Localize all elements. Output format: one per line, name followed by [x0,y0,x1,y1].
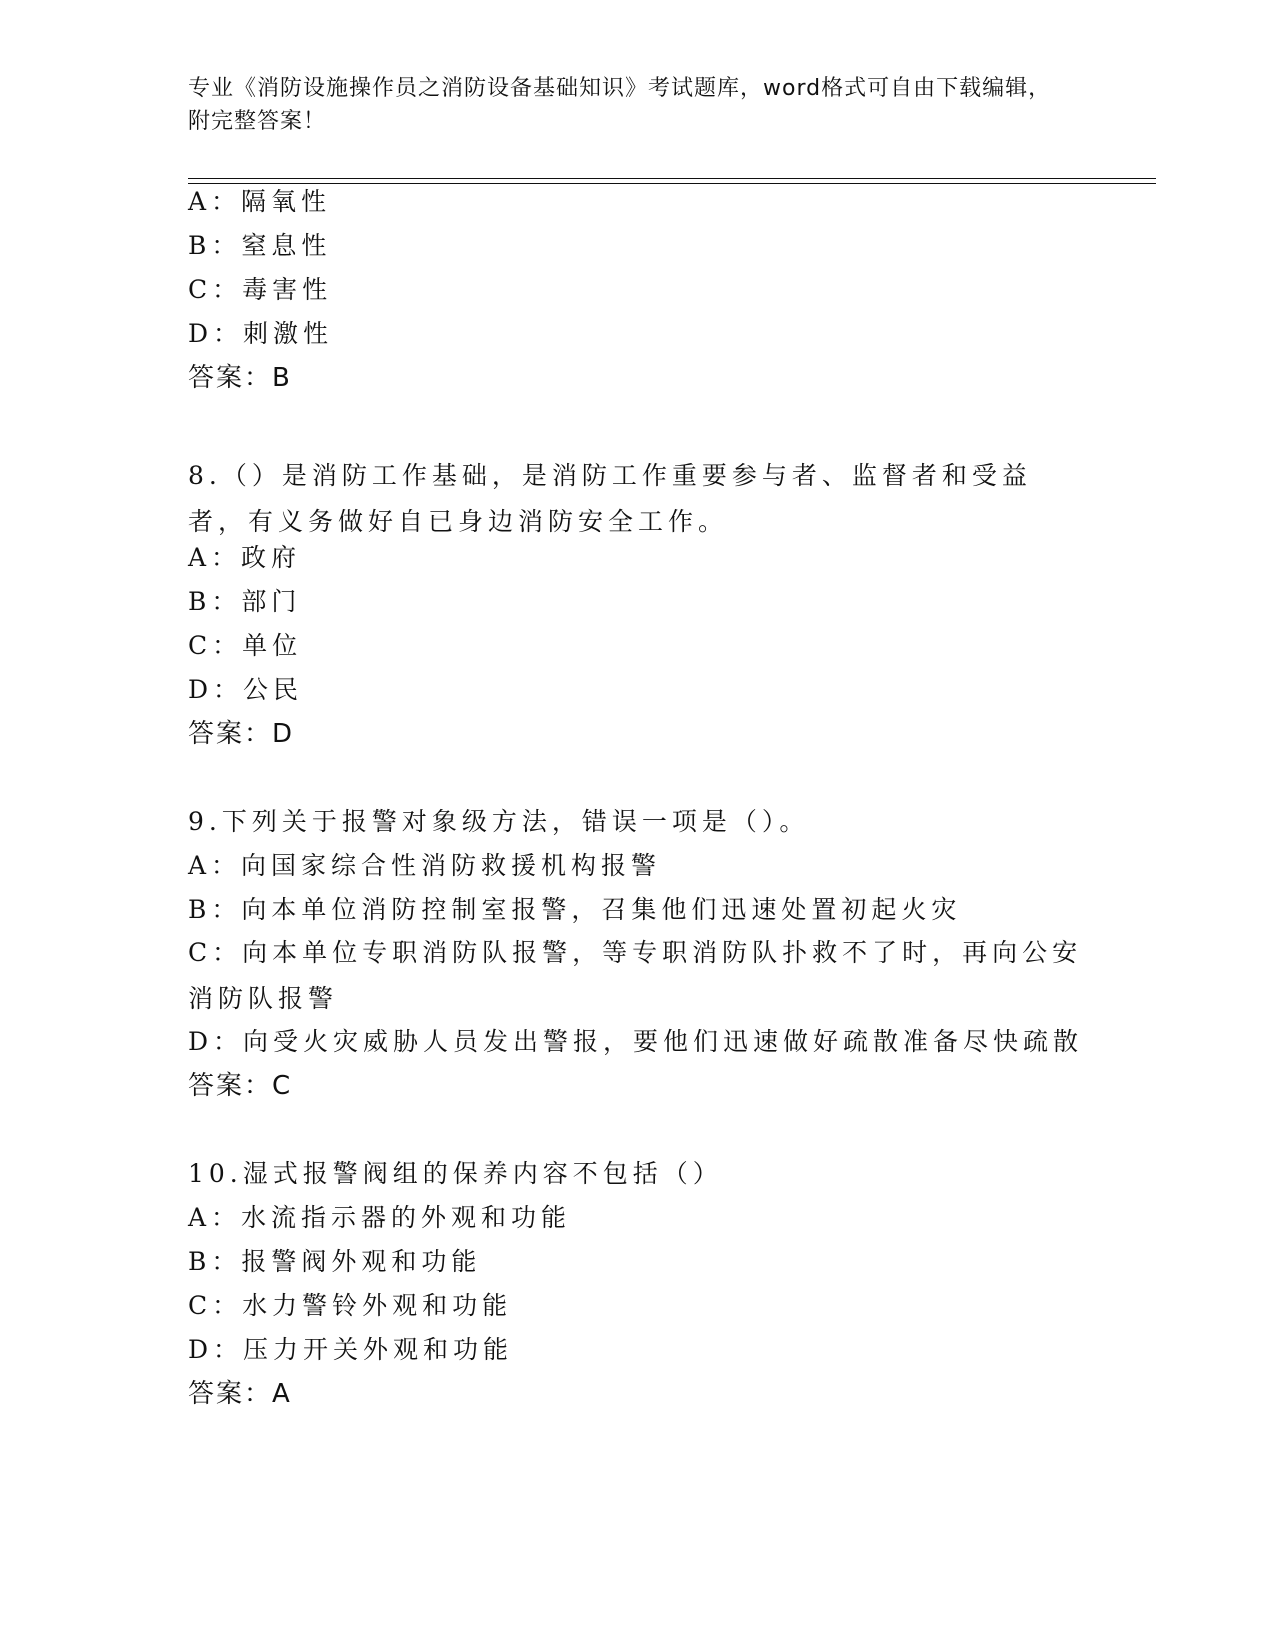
q7-option-d: D：刺激性 [188,319,334,348]
q10-option-a: A：水流指示器的外观和功能 [188,1203,572,1232]
q9-option-c: C：向本单位专职消防队报警，等专职消防队扑救不了时，再向公安消防队报警 [188,938,1083,1013]
q8-option-b: B：部门 [188,587,302,616]
header-divider-bottom [188,183,1156,184]
document-intro: 专业《消防设施操作员之消防设备基础知识》考试题库，word格式可自由下载编辑，附完整答案！ [188,76,1052,134]
q7-option-a: A：隔氧性 [188,187,332,216]
q8-option-a: A：政府 [188,543,302,572]
q9-option-b: B：向本单位消防控制室报警，召集他们迅速处置初起火灾 [188,895,962,924]
q10-option-c: C：水力警铃外观和功能 [188,1291,513,1320]
q9-option-d: D：向受火灾威胁人员发出警报，要他们迅速做好疏散准备尽快疏散 [188,1027,1084,1056]
header-divider-top [188,178,1156,179]
q7-answer: 答案：B [188,363,292,393]
q7-option-b: B：窒息性 [188,231,332,260]
q10-stem: 10.湿式报警阀组的保养内容不包括（） [188,1159,723,1188]
q9-answer: 答案：C [188,1071,293,1101]
q7-option-c: C：毒害性 [188,275,333,304]
q10-option-d: D：压力开关外观和功能 [188,1335,514,1364]
q10-option-b: B：报警阀外观和功能 [188,1247,482,1276]
q8-stem: 8.（）是消防工作基础，是消防工作重要参与者、监督者和受益者，有义务做好自已身边消防安全工作。 [188,461,1032,536]
q9-stem: 9.下列关于报警对象级方法，错误一项是（）。 [188,807,810,836]
q8-answer: 答案：D [188,719,295,749]
q8-option-c: C：单位 [188,631,303,660]
q8-option-d: D：公民 [188,675,304,704]
q10-answer: 答案：A [188,1379,292,1409]
q9-option-a: A：向国家综合性消防救援机构报警 [188,851,662,880]
